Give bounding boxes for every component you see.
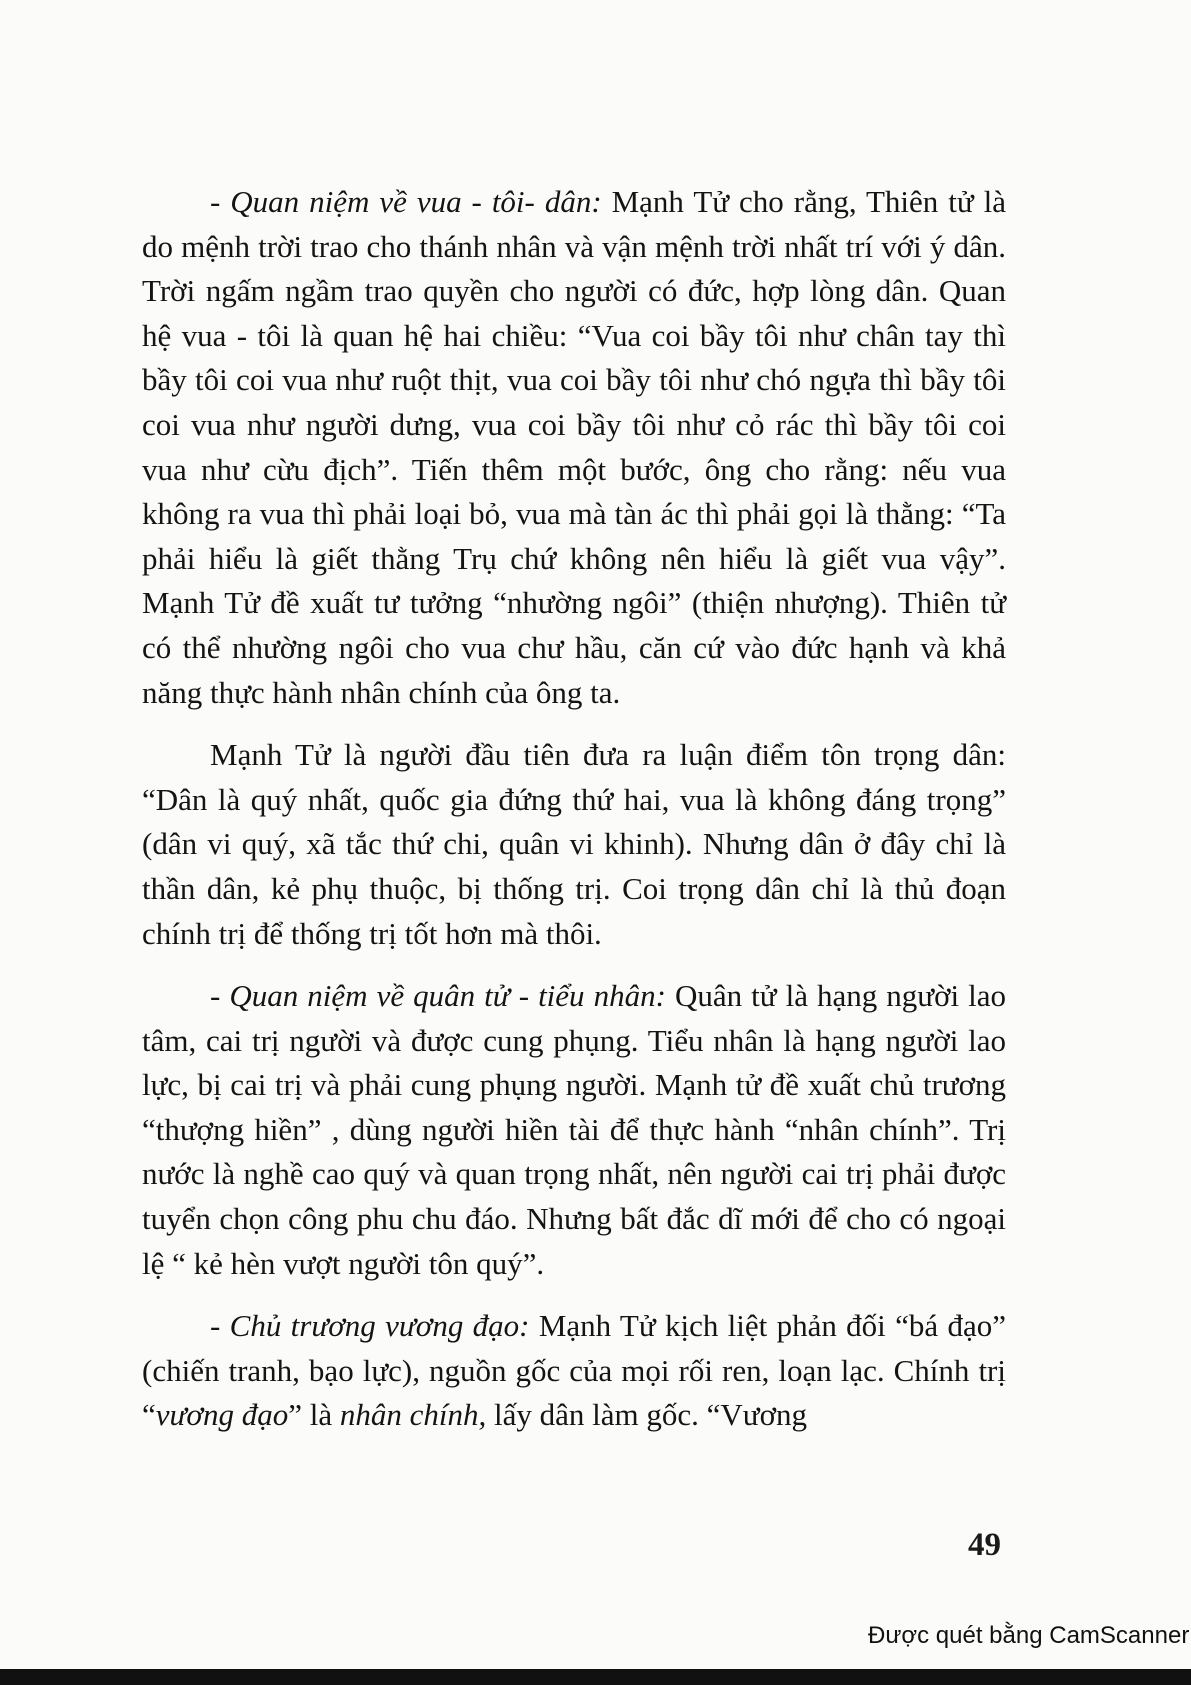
italic-term-vuong-dao: vương đạo — [155, 1397, 289, 1433]
paragraph-text: ” là — [288, 1397, 340, 1433]
paragraph-text: Mạnh Tử cho rằng, Thiên tử là do mệnh trời trao cho thánh nhân và vận mệnh trời nhất trí với ý dân. Trời ngấm ngầm trao quyền cho người có đức, hợp lòng dân. Quan hệ vua - tôi là quan hệ hai chiều: “Vua coi bầy tôi như chân tay thì bầy tôi coi vua như ruột thịt, vua coi bầy tôi như chó ngựa thì bầy tôi coi vua như người dưng, vua coi bầy tôi như cỏ rác thì bầy tôi coi vua như cừu địch”. Tiến thêm một bước, ông cho rằng: nếu vua không ra vua thì phải loại bỏ, vua mà tàn ác thì phải gọi là thằng: “Ta phải hiểu là giết thằng Trụ chứ không nên hiểu là giết vua vậy”. Mạnh Tử đề xuất tư tưởng “nhường ngôi” (thiện nhượng). Thiên tử có thể nhường ngôi cho vua chư hầu, căn cứ vào đức hạnh và khả năng thực hành nhân chính của ông ta. — [142, 184, 1006, 710]
section-heading-vuong-dao: - Chủ trương vương đạo: — [210, 1308, 530, 1344]
section-heading-quan-tu-tieu-nhan: - Quan niệm về quân tử - tiểu nhân: — [210, 978, 666, 1014]
page-number: 49 — [968, 1527, 1001, 1563]
paragraph-text: Mạnh Tử kịch liệt phản đối “bá đạo” (chiến tranh, bạo lực), nguồn gốc của mọi rối ren, loạn lạc. Chính trị “ — [142, 1308, 1006, 1433]
paragraph-text: Mạnh Tử là người đầu tiên đưa ra luận điểm tôn trọng dân: “Dân là quý nhất, quốc gia đứng thứ hai, vua là không đáng trọng” (dân vi quý, xã tắc thứ chi, quân vi khinh). Nhưng dân ở đây chỉ là thần dân, kẻ phụ thuộc, bị thống trị. Coi trọng dân chỉ là thủ đoạn chính trị để thống trị tốt hơn mà thôi. — [142, 737, 1006, 951]
paragraph-vua-toi-dan — [142, 180, 1006, 715]
camscanner-watermark: Được quét bằng CamScanner — [868, 1622, 1190, 1649]
scan-edge-shadow — [0, 1669, 1191, 1685]
paragraph-vuong-dao — [142, 1304, 1006, 1438]
paragraph-text: Quân tử là hạng người lao tâm, cai trị người và được cung phụng. Tiểu nhân là hạng người lao lực, bị cai trị và phải cung phụng người. Mạnh tử đề xuất chủ trương “thượng hiền” , dùng người hiền tài để thực hành “nhân chính”. Trị nước là nghề cao quý và quan trọng nhất, nên người cai trị phải được tuyển chọn công phu chu đáo. Nhưng bất đắc dĩ mới để cho có ngoại lệ “ kẻ hèn vượt người tôn quý”. — [142, 978, 1007, 1281]
italic-term-nhan-chinh: nhân chính, — [339, 1397, 487, 1433]
paragraph-text: lấy dân làm gốc. “Vương — [486, 1397, 807, 1433]
paragraph-ton-trong-dan — [142, 733, 1006, 956]
section-heading-vua-toi-dan: - Quan niệm về vua - tôi- dân: — [210, 184, 602, 219]
page-body — [142, 180, 1006, 1438]
paragraph-quan-tu-tieu-nhan — [142, 974, 1006, 1286]
